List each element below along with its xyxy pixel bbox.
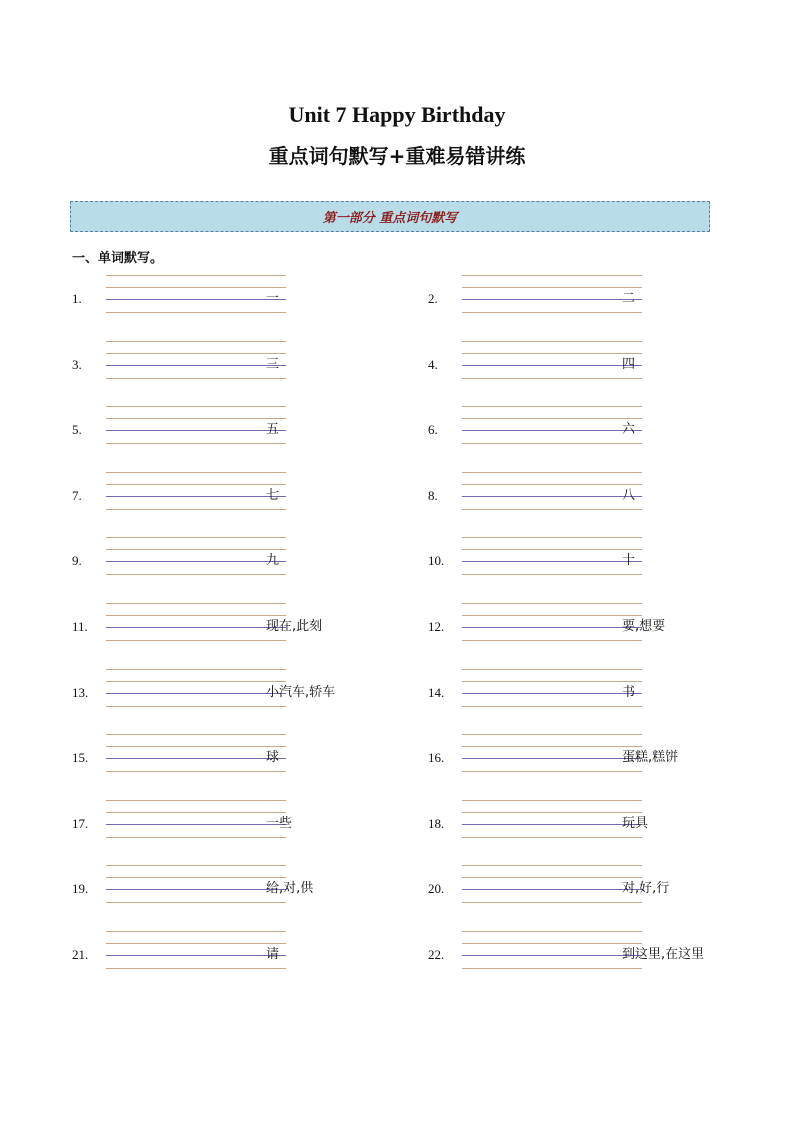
item-meaning: 八 bbox=[622, 487, 636, 503]
item-number: 9. bbox=[72, 553, 82, 569]
writing-lines[interactable] bbox=[106, 406, 286, 446]
item-number: 20. bbox=[428, 881, 445, 897]
item-meaning: 三 bbox=[266, 356, 280, 372]
page-title: Unit 7 Happy Birthday bbox=[288, 102, 506, 127]
dictation-item bbox=[72, 472, 372, 512]
writing-lines[interactable] bbox=[106, 275, 286, 315]
writing-lines[interactable] bbox=[462, 669, 642, 709]
item-number: 12. bbox=[428, 619, 445, 634]
dictation-item bbox=[428, 603, 728, 643]
item-number: 3. bbox=[72, 356, 82, 372]
item-number: 21. bbox=[72, 947, 89, 962]
writing-lines[interactable] bbox=[462, 865, 642, 905]
dictation-item bbox=[72, 865, 372, 905]
banner-label: 第一部分 重点词句默写 bbox=[322, 211, 458, 226]
writing-lines[interactable] bbox=[106, 865, 286, 905]
dictation-item bbox=[428, 341, 728, 381]
item-meaning: 四 bbox=[622, 356, 636, 372]
item-meaning: 蛋糕,糕饼 bbox=[622, 750, 679, 766]
item-number: 10. bbox=[428, 553, 445, 569]
item-meaning: 玩具 bbox=[622, 815, 649, 831]
writing-lines[interactable] bbox=[462, 472, 642, 512]
dictation-item bbox=[428, 865, 728, 905]
item-meaning: 书 bbox=[622, 684, 636, 700]
dictation-item bbox=[72, 800, 372, 840]
writing-lines[interactable] bbox=[106, 341, 286, 381]
item-meaning: 给,对,供 bbox=[266, 881, 314, 897]
item-number: 16. bbox=[428, 750, 445, 766]
item-number: 4. bbox=[428, 356, 438, 372]
item-meaning: 一 bbox=[266, 291, 280, 306]
item-number: 6. bbox=[428, 422, 438, 438]
dictation-item bbox=[428, 537, 728, 577]
item-meaning: 二 bbox=[622, 291, 636, 306]
dictation-item bbox=[72, 275, 372, 315]
dictation-item bbox=[428, 406, 728, 446]
dictation-item bbox=[72, 669, 372, 709]
item-number: 11. bbox=[72, 619, 88, 634]
dictation-item bbox=[428, 275, 728, 315]
writing-lines[interactable] bbox=[106, 800, 286, 840]
section-heading: 一、单词默写。 bbox=[72, 251, 164, 266]
item-meaning: 九 bbox=[266, 553, 280, 569]
dictation-item bbox=[428, 734, 728, 774]
item-meaning: 小汽车,轿车 bbox=[266, 684, 336, 700]
item-meaning: 球 bbox=[266, 750, 280, 766]
dictation-item bbox=[72, 734, 372, 774]
item-number: 19. bbox=[72, 881, 89, 897]
dictation-item bbox=[428, 669, 728, 709]
dictation-item bbox=[72, 537, 372, 577]
item-number: 22. bbox=[428, 947, 445, 962]
writing-lines[interactable] bbox=[106, 931, 286, 971]
item-number: 13. bbox=[72, 684, 89, 700]
item-number: 7. bbox=[72, 487, 82, 503]
writing-lines[interactable] bbox=[462, 406, 642, 446]
item-number: 1. bbox=[72, 291, 82, 306]
writing-lines[interactable] bbox=[462, 537, 642, 577]
item-meaning: 五 bbox=[266, 422, 280, 438]
dictation-item bbox=[428, 800, 728, 840]
item-meaning: 要,想要 bbox=[622, 619, 666, 634]
writing-lines[interactable] bbox=[462, 734, 642, 774]
item-meaning: 请 bbox=[266, 947, 280, 962]
item-number: 14. bbox=[428, 684, 445, 700]
item-number: 5. bbox=[72, 422, 82, 438]
writing-lines[interactable] bbox=[106, 537, 286, 577]
writing-lines[interactable] bbox=[106, 669, 286, 709]
dictation-item bbox=[72, 341, 372, 381]
item-number: 18. bbox=[428, 815, 445, 831]
item-meaning: 到这里,在这里 bbox=[622, 947, 705, 962]
item-number: 15. bbox=[72, 750, 89, 766]
writing-lines[interactable] bbox=[106, 472, 286, 512]
writing-lines[interactable] bbox=[462, 800, 642, 840]
writing-lines[interactable] bbox=[462, 341, 642, 381]
item-number: 2. bbox=[428, 291, 438, 306]
item-meaning: 十 bbox=[622, 553, 636, 569]
dictation-item bbox=[72, 406, 372, 446]
item-meaning: 七 bbox=[266, 487, 280, 503]
item-meaning: 现在,此刻 bbox=[266, 619, 323, 634]
item-number: 17. bbox=[72, 815, 89, 831]
item-meaning: 一些 bbox=[266, 815, 293, 831]
writing-lines[interactable] bbox=[106, 734, 286, 774]
dictation-item bbox=[72, 603, 372, 643]
page-subtitle: 重点词句默写+重难易错讲练 bbox=[268, 144, 526, 168]
writing-lines[interactable] bbox=[462, 931, 642, 971]
section-banner bbox=[70, 201, 710, 232]
dictation-item bbox=[72, 931, 372, 971]
writing-lines[interactable] bbox=[106, 603, 286, 643]
writing-lines[interactable] bbox=[462, 603, 642, 643]
dictation-item bbox=[428, 472, 728, 512]
item-number: 8. bbox=[428, 487, 438, 503]
dictation-item bbox=[428, 931, 728, 971]
item-meaning: 六 bbox=[622, 422, 636, 438]
writing-lines[interactable] bbox=[462, 275, 642, 315]
item-meaning: 对,好,行 bbox=[622, 881, 670, 897]
